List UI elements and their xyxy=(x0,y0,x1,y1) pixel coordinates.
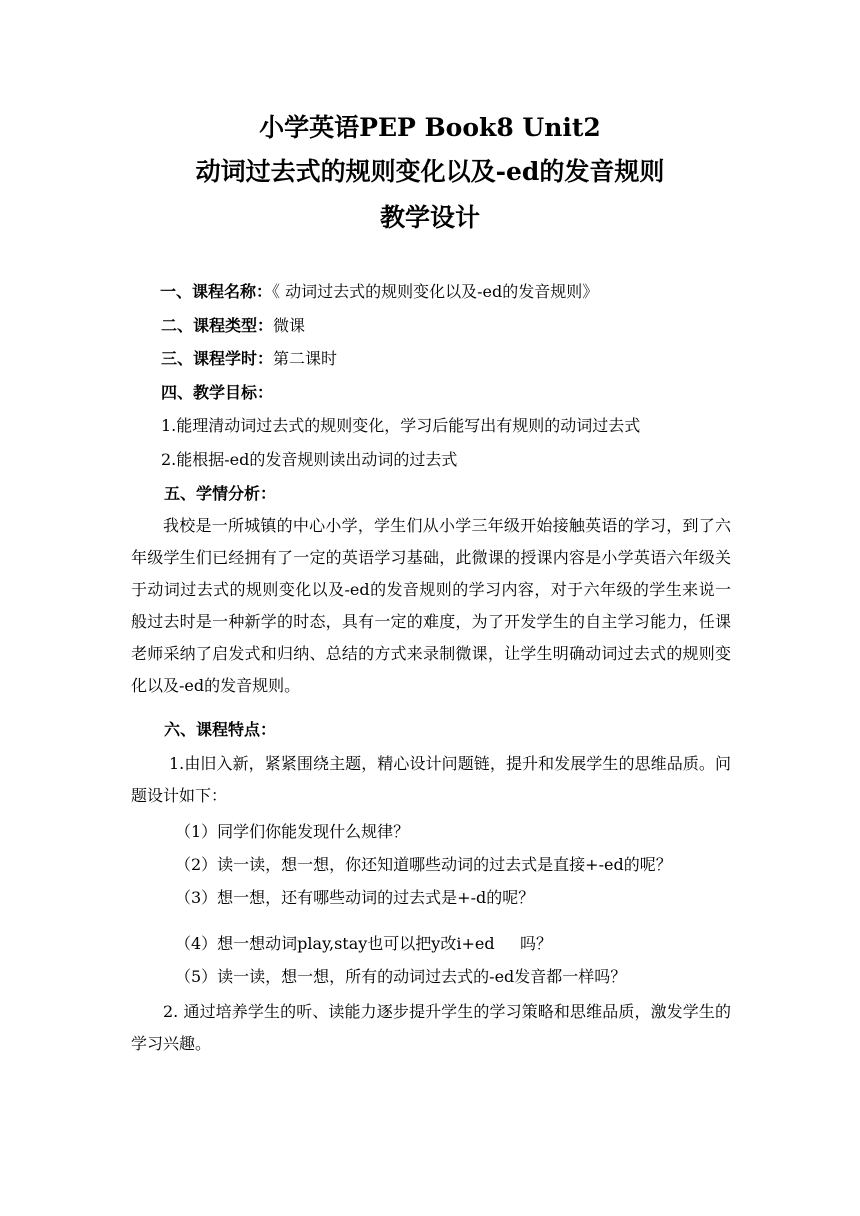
section-heading: 二、课程类型： xyxy=(161,316,274,335)
section-course-features-heading: 六、课程特点： xyxy=(164,720,277,739)
section-text: 微课 xyxy=(273,316,306,335)
teaching-goal-item-1: 1.能理清动词过去式的规则变化，学习后能写出有规则的动词过去式 xyxy=(161,416,641,435)
document-title-line-3: 教学设计 xyxy=(379,203,480,232)
learner-analysis-paragraph: 我校是一所城镇的中心小学，学生们从小学三年级开始接触英语的学习，到了六年级学生们已经拥有了一定的英语学习基础，此微课的授课内容是小学英语六年级关于动词过去式的规则变化以及-ed的发音规则的学习内容，对于六年级的学生来说一般过去时是一种新学的时态，具有一定的难度，为了开发学生的自主学习能力，任课老师采纳了启发式和归纳、总结的方式来录制微课，让学生明确动词过去式的规则变化以及-ed的发音规则。 xyxy=(131,516,731,695)
section-heading: 三、课程学时： xyxy=(161,349,274,368)
teaching-goal-item-2: 2.能根据-ed的发音规则读出动词的过去式 xyxy=(161,450,458,469)
course-feature-point-1: 1.由旧入新，紧紧围绕主题，精心设计问题链，提升和发展学生的思维品质。问题设计如下： xyxy=(131,754,731,805)
section-text: 《 动词过去式的规则变化以及-ed的发音规则》 xyxy=(272,282,599,301)
question-item-5: （5）读一读，想一想，所有的动词过去式的-ed发音都一样吗？ xyxy=(175,967,627,986)
section-teaching-goals-heading: 四、教学目标： xyxy=(161,383,274,402)
section-text: 第二课时 xyxy=(273,349,338,368)
section-course-name xyxy=(160,281,598,303)
question-item-4: （4）想一想动词play,stay也可以把y改i+ed 吗？ xyxy=(175,934,553,953)
section-heading: 一、课程名称： xyxy=(160,282,273,301)
section-course-type xyxy=(161,315,305,337)
question-item-2: （2）读一读，想一想，你还知道哪些动词的过去式是直接+-ed的呢？ xyxy=(175,855,672,874)
document-title-line-2: 动词过去式的规则变化以及-ed的发音规则 xyxy=(195,157,665,186)
question-item-3: （3）想一想，还有哪些动词的过去式是+-d的呢？ xyxy=(175,888,535,907)
question-item-1: （1）同学们你能发现什么规律？ xyxy=(175,822,410,841)
section-learner-analysis-heading: 五、学情分析： xyxy=(164,484,277,503)
section-course-period xyxy=(161,348,337,370)
document-title-line-1: 小学英语PEP Book8 Unit2 xyxy=(259,113,601,142)
course-feature-point-2: 2. 通过培养学生的听、读能力逐步提升学生的学习策略和思维品质，激发学生的学习兴趣。 xyxy=(131,1002,731,1053)
